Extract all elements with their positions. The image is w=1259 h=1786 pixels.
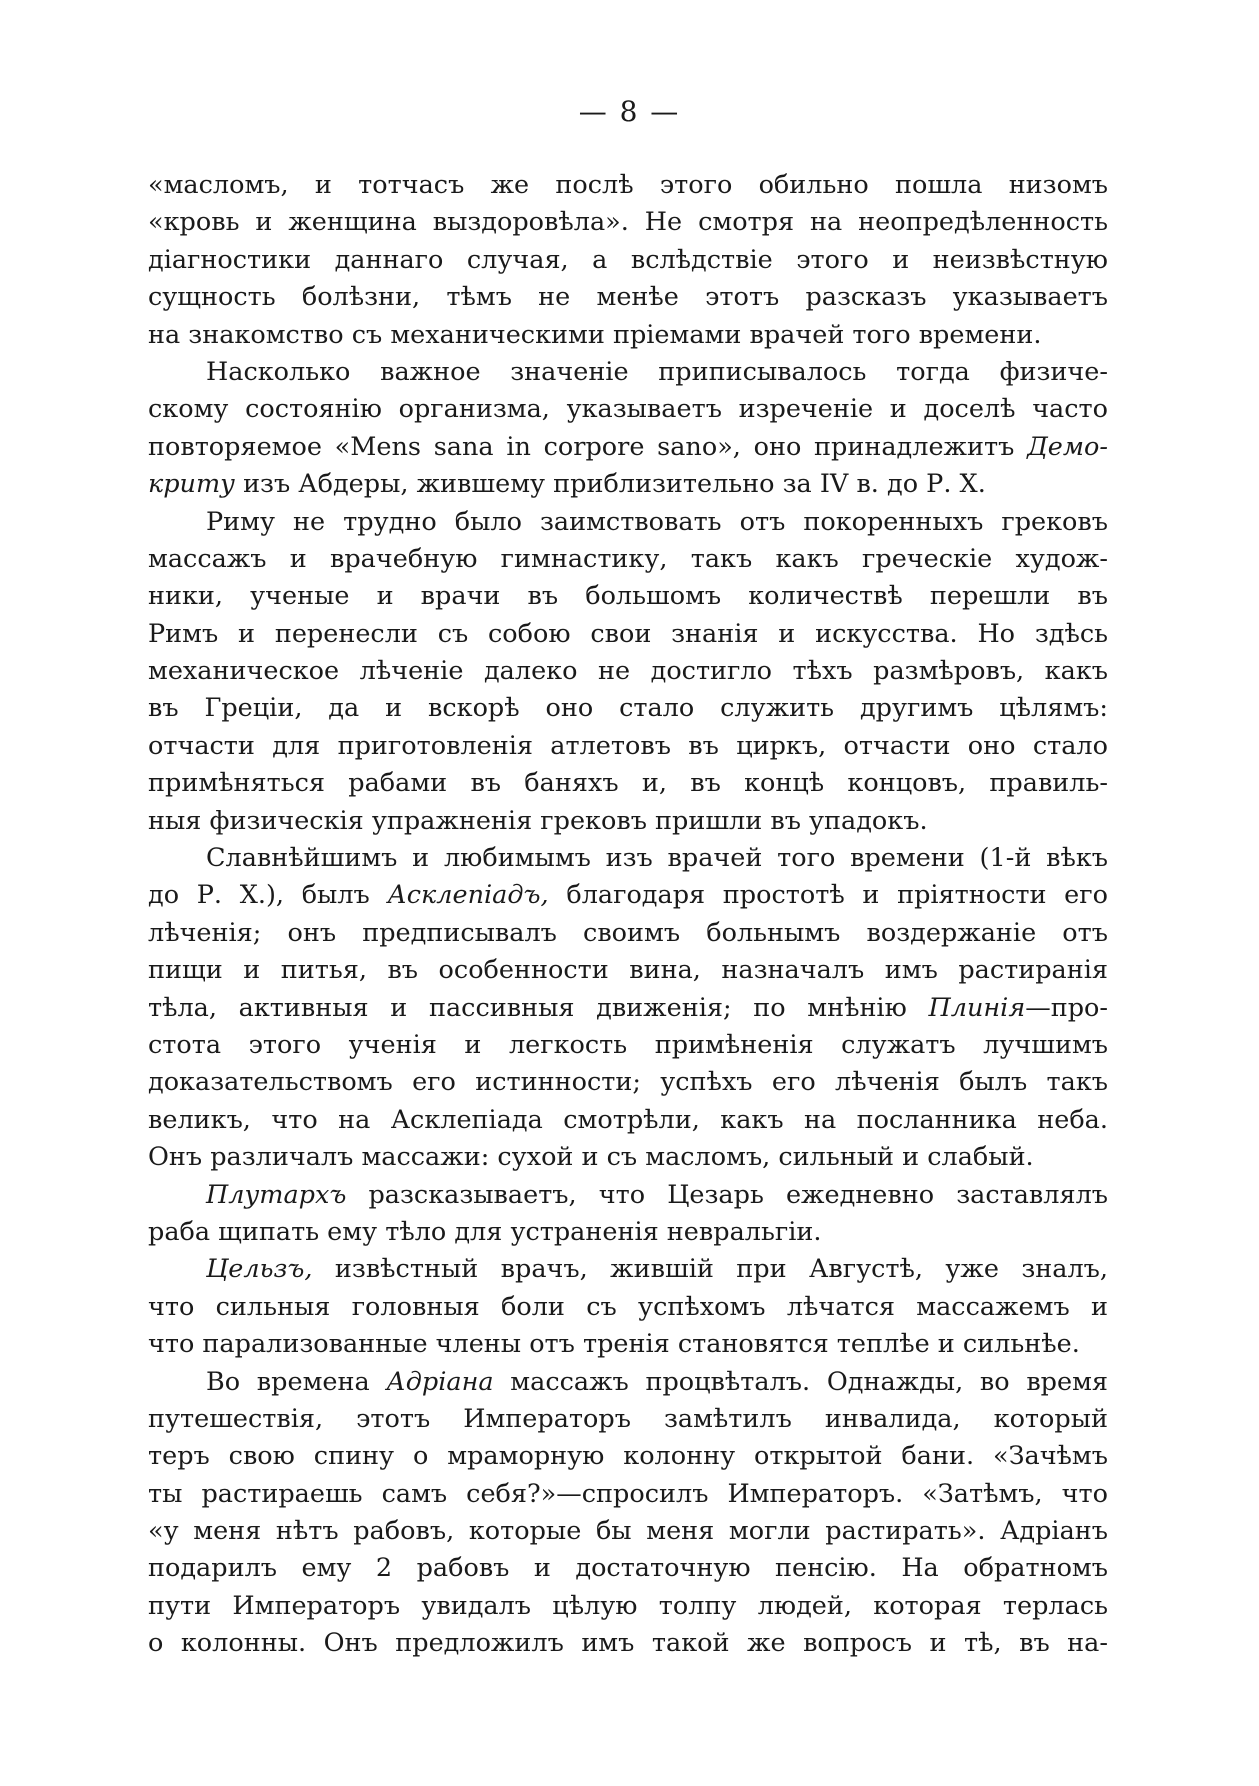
text-line <box>148 466 1108 503</box>
text-line: діагностики даннаго случая, а вслѣдствіе этого и неизвѣстную <box>148 244 1108 275</box>
text-line: «у меня нѣтъ рабовъ, которые бы меня могли растирать». Адріанъ <box>148 1516 1108 1547</box>
text-span: тѣла, активныя и пассивныя движенія; по мнѣнію <box>148 992 907 1023</box>
name-demokrit: Демо- <box>1027 431 1108 462</box>
text-span: —про- <box>1025 992 1108 1023</box>
text-line: доказательствомъ его истинности; успѣхъ его лѣченія былъ такъ <box>148 1067 1108 1098</box>
text-line: раба щипать ему тѣло для устраненія невральгіи. <box>148 1216 822 1247</box>
text-line: Римъ и перенесли съ собою свои знанія и искусства. Но здѣсь <box>148 618 1108 649</box>
text-line: Славнѣйшимъ и любимымъ изъ врачей того времени (1-й вѣкъ <box>206 843 1108 874</box>
text-line: Онъ различалъ массажи: сухой и съ масломъ, сильный и слабый. <box>148 1142 1034 1173</box>
text-line: пищи и питья, въ особенности вина, назначалъ имъ растиранія <box>148 955 1108 986</box>
text-line: о колонны. Онъ предложилъ имъ такой же вопросъ и тѣ, въ на- <box>148 1628 1108 1659</box>
text-line: ники, ученые и врачи въ большомъ количествѣ перешли въ <box>148 581 1108 612</box>
text-line: «масломъ, и тотчасъ же послѣ этого обильно пошла низомъ <box>148 170 1108 200</box>
text-span: до Р. Х.), былъ <box>148 880 370 911</box>
text-span: массажъ процвѣталъ. Однажды, во время <box>510 1366 1108 1397</box>
text-line: лѣченія; онъ предписывалъ своимъ больнымъ воздержаніе отъ <box>148 917 1108 948</box>
text-span: Во времена <box>206 1366 370 1397</box>
name-celsus: Цельзъ, <box>206 1254 313 1285</box>
text-span: разсказываетъ, что Цезарь ежедневно заставлялъ <box>368 1179 1108 1210</box>
text-line: на знакомство съ механическими пріемами врачей того времени. <box>148 319 1042 350</box>
text-line: подарилъ ему 2 рабовъ и достаточную пенсію. На обратномъ <box>148 1553 1108 1584</box>
text-span: повторяемое «Mens sana in corpore sano», оно принадлежитъ <box>148 431 1015 462</box>
name-plutarch: Плутархъ <box>206 1179 347 1210</box>
text-line: механическое лѣченіе далеко не достигло тѣхъ размѣровъ, какъ <box>148 656 1108 687</box>
text-line: путешествія, этотъ Императоръ замѣтилъ инвалида, который <box>148 1403 1108 1434</box>
text-span: извѣстный врачъ, жившій при Августѣ, уже зналъ, <box>334 1254 1108 1285</box>
text-line <box>148 990 1108 1027</box>
text-line: примѣняться рабами въ баняхъ и, въ концѣ концовъ, правиль- <box>148 768 1108 799</box>
text-line: ты растираешь самъ себя?»—спросилъ Императоръ. «Затѣмъ, что <box>148 1478 1108 1509</box>
text-span: изъ Абдеры, жившему приблизительно за IV в. до Р. Х. <box>243 469 986 500</box>
text-line: въ Греціи, да и вскорѣ оно стало служить другимъ цѣлямъ: <box>148 693 1108 724</box>
text-line: ныя физическія упражненія грековъ пришли въ упадокъ. <box>148 805 928 836</box>
text-line <box>148 1364 1108 1401</box>
text-line: скому состоянію организма, указываетъ изреченіе и доселѣ часто <box>148 394 1108 425</box>
text-line: массажъ и врачебную гимнастику, такъ какъ греческіе худож- <box>148 543 1108 574</box>
name-pliny: Плинія <box>928 992 1026 1023</box>
text-line <box>148 429 1108 466</box>
text-span: благодаря простотѣ и пріятности его <box>566 880 1108 911</box>
text-line: Насколько важное значеніе приписывалось тогда физиче- <box>206 356 1108 387</box>
text-line <box>148 877 1108 914</box>
text-line: великъ, что на Асклепіада смотрѣли, какъ на посланника неба. <box>148 1104 1108 1135</box>
name-asklepiad: Асклепіадъ, <box>387 880 549 911</box>
text-line: теръ свою спину о мраморную колонну открытой бани. «Зачѣмъ <box>148 1441 1108 1472</box>
body-text <box>148 167 1108 1663</box>
text-line: отчасти для приготовленія атлетовъ въ циркъ, отчасти оно стало <box>148 730 1108 761</box>
text-line: пути Императоръ увидалъ цѣлую толпу людей, которая терлась <box>148 1590 1108 1621</box>
name-hadrian: Адріана <box>386 1366 494 1397</box>
name-demokrit-cont: криту <box>148 469 235 500</box>
text-line: что парализованные члены отъ тренія становятся теплѣе и сильнѣе. <box>148 1329 1080 1360</box>
text-line: стота этого ученія и легкость примѣненія служатъ лучшимъ <box>148 1029 1108 1060</box>
text-line <box>148 1251 1108 1288</box>
text-line: сущность болѣзни, тѣмъ не менѣе этотъ разсказъ указываетъ <box>148 282 1108 313</box>
text-line: что сильныя головныя боли съ успѣхомъ лѣчатся массажемъ и <box>148 1291 1108 1322</box>
page-number: — 8 — <box>578 95 681 128</box>
text-line <box>148 1177 1108 1214</box>
text-line: «кровь и женщина выздоровѣла». Не смотря на неопредѣленность <box>148 207 1108 238</box>
text-line: Риму не трудно было заимствовать отъ покоренныхъ грековъ <box>206 506 1108 537</box>
